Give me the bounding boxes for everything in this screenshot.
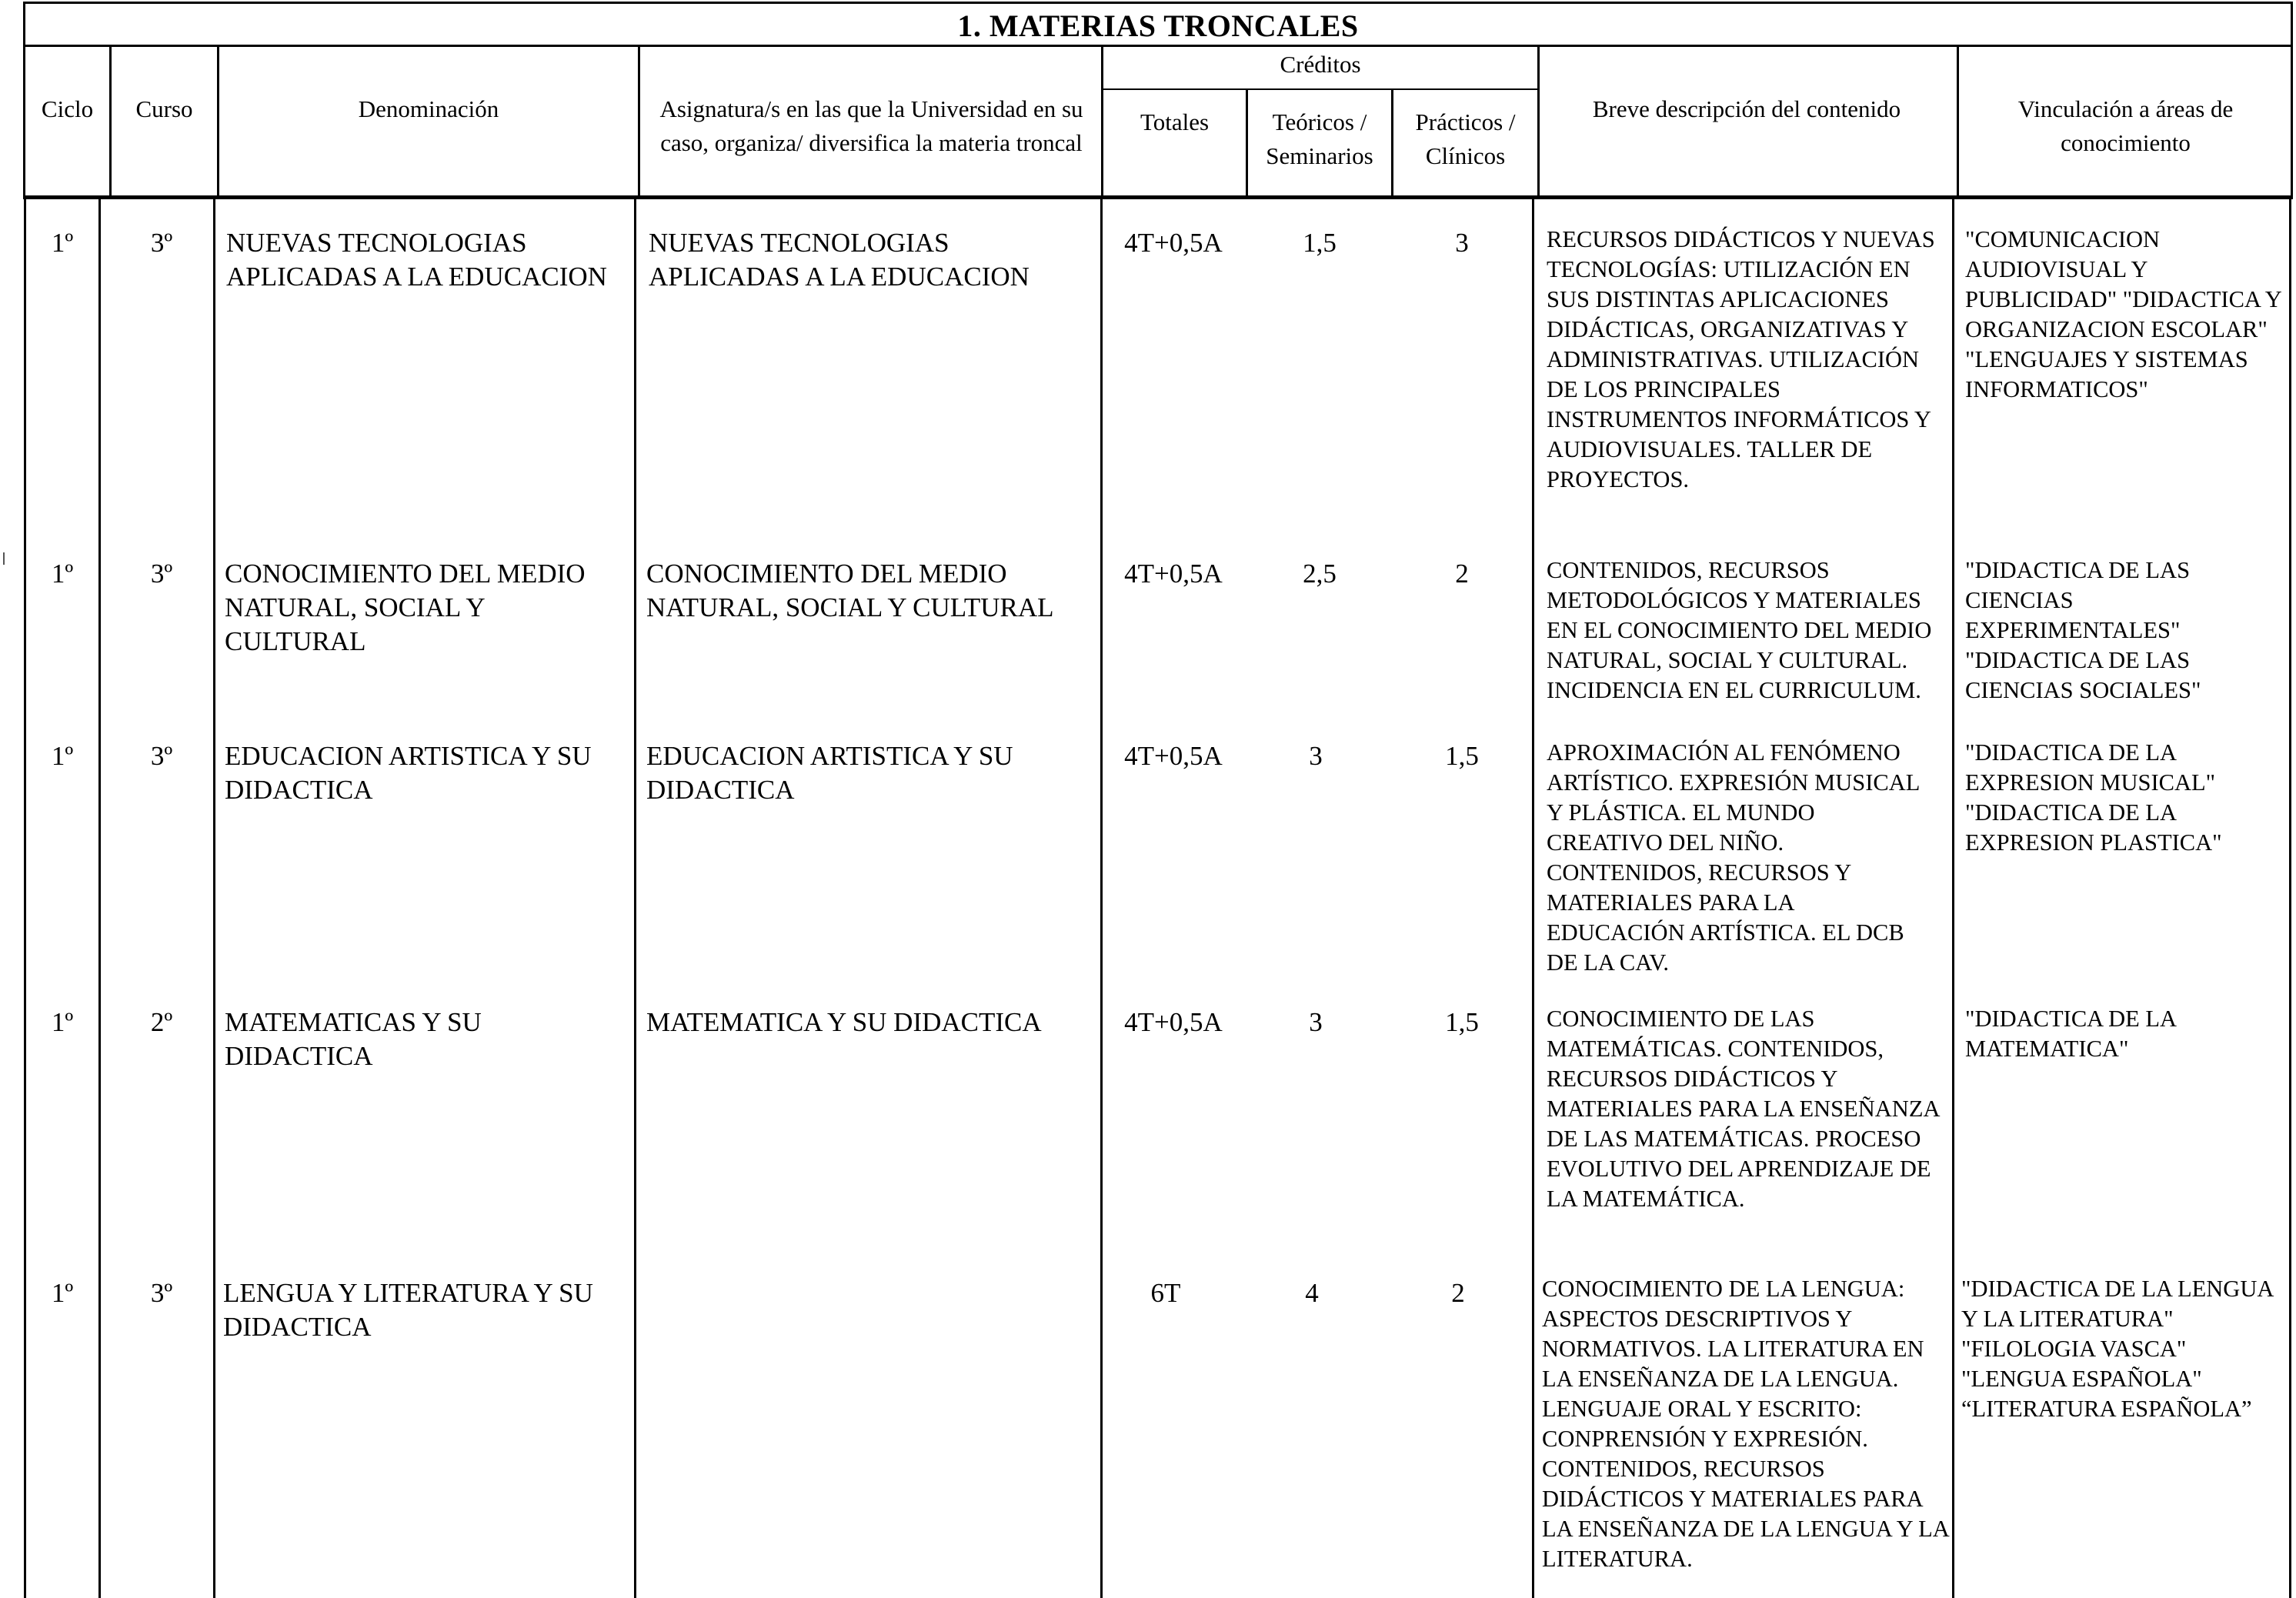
table-row-3-practicos: 1,5 bbox=[1445, 741, 1479, 771]
table-row-3-descripcion: APROXIMACIÓN AL FENÓMENO ARTÍSTICO. EXPRESIÓN MUSICAL Y PLÁSTICA. EL MUNDO CREATIVO DEL NIÑO. CONTENIDOS, RECURSOS Y MATERIALES PARA LA EDUCACIÓN ARTÍSTICA. EL DCB DE LA CAV. bbox=[1547, 739, 1920, 976]
header-vinculacion: Vinculación a áreas de conocimiento bbox=[2017, 95, 2234, 156]
body-col-line-3 bbox=[634, 198, 636, 1598]
body-col-line-5 bbox=[1532, 198, 1534, 1598]
header-practicos: Prácticos / Clínicos bbox=[1415, 108, 1516, 169]
table-row-5-teoricos: 4 bbox=[1305, 1278, 1319, 1308]
header-ciclo: Ciclo bbox=[41, 95, 94, 122]
table-row-3-asignatura: EDUCACION ARTISTICA Y SU DIDACTICA bbox=[646, 741, 1013, 805]
body-col-line-2 bbox=[213, 198, 215, 1598]
table-row-1-teoricos: 1,5 bbox=[1303, 228, 1337, 258]
header-teoricos: Teóricos / Seminarios bbox=[1266, 108, 1373, 169]
table-row-3-teoricos: 3 bbox=[1309, 741, 1323, 771]
col-sep-7 bbox=[1537, 45, 1540, 197]
table-row-1-curso: 3º bbox=[150, 228, 173, 258]
table-row-1-descripcion: RECURSOS DIDÁCTICOS Y NUEVAS TECNOLOGÍAS: UTILIZACIÓN EN SUS DISTINTAS APLICACIONES DIDÁCTICAS, ORGANIZATIVAS Y ADMINISTRATIVAS. UTILIZACIÓN DE LOS PRINCIPALES INSTRUMENTOS INFORMÁTICOS Y AUDIOVISUALES. TALLER DE PROYECTOS. bbox=[1547, 226, 1935, 492]
table-row-1-totales: 4T+0,5A bbox=[1124, 228, 1223, 258]
table-row-3-totales: 4T+0,5A bbox=[1124, 741, 1223, 771]
table-row-4-ciclo: 1º bbox=[51, 1007, 74, 1037]
table-row-5-ciclo: 1º bbox=[51, 1278, 74, 1308]
table-row-2-denominacion: CONOCIMIENTO DEL MEDIO NATURAL, SOCIAL Y CULTURAL bbox=[225, 559, 586, 656]
table-row-2-asignatura: CONOCIMIENTO DEL MEDIO NATURAL, SOCIAL Y CULTURAL bbox=[646, 559, 1054, 622]
table-row-5-denominacion: LENGUA Y LITERATURA Y SU DIDACTICA bbox=[223, 1278, 593, 1342]
header-creditos: Créditos bbox=[1280, 51, 1361, 78]
table-row-5-practicos: 2 bbox=[1451, 1278, 1465, 1308]
body-col-line-1 bbox=[98, 198, 101, 1598]
table-row-4-totales: 4T+0,5A bbox=[1124, 1007, 1223, 1037]
table-row-5-vinculacion: "DIDACTICA DE LA LENGUA Y LA LITERATURA" "FILOLOGIA VASCA" "LENGUA ESPAÑOLA" “LITERATURA ESPAÑOLA” bbox=[1961, 1276, 2273, 1422]
body-col-line-4 bbox=[1100, 198, 1103, 1598]
col-sep-3 bbox=[638, 45, 640, 197]
table-row-4-teoricos: 3 bbox=[1309, 1007, 1323, 1037]
table-row-2-ciclo: 1º bbox=[51, 559, 74, 589]
col-sep-8 bbox=[1957, 45, 1959, 197]
table-row-2-vinculacion: "DIDACTICA DE LAS CIENCIAS EXPERIMENTALES" "DIDACTICA DE LAS CIENCIAS SOCIALES" bbox=[1965, 557, 2201, 703]
table-row-4-asignatura: MATEMATICA Y SU DIDACTICA bbox=[646, 1007, 1042, 1037]
table-row-4-curso: 2º bbox=[150, 1007, 173, 1037]
table-row-1-ciclo: 1º bbox=[51, 228, 74, 258]
table-row-3-curso: 3º bbox=[150, 741, 173, 771]
table-row-5-totales: 6T bbox=[1150, 1278, 1181, 1308]
header-descripcion: Breve descripción del contenido bbox=[1592, 95, 1901, 122]
table-row-2-teoricos: 2,5 bbox=[1303, 559, 1337, 589]
table-row-2-totales: 4T+0,5A bbox=[1124, 559, 1223, 589]
header-asignatura: Asignatura/s en las que la Universidad en su caso, organiza/ diversifica la materia troncal bbox=[659, 95, 1083, 156]
table-row-5-descripcion: CONOCIMIENTO DE LA LENGUA: ASPECTOS DESCRIPTIVOS Y NORMATIVOS. LA LITERATURA EN LA ENSEÑANZA DE LA LENGUA. LENGUAJE ORAL Y ESCRITO: CONPRENSIÓN Y EXPRESIÓN. CONTENIDOS, RECURSOS DIDÁCTICOS Y MATERIALES PARA LA ENSEÑANZA DE LA LENGUA Y LA LITERATURA. bbox=[1542, 1276, 1949, 1572]
header-denominacion: Denominación bbox=[358, 95, 499, 122]
body-right-border bbox=[2289, 198, 2291, 1598]
header-curso: Curso bbox=[135, 95, 193, 122]
body-left-border bbox=[24, 198, 26, 1598]
table-top-border bbox=[23, 2, 2293, 4]
table-row-4-vinculacion: "DIDACTICA DE LA MATEMATICA" bbox=[1965, 1006, 2176, 1062]
table-row-2-curso: 3º bbox=[150, 559, 173, 589]
table-row-1-denominacion: NUEVAS TECNOLOGIAS APLICADAS A LA EDUCACION bbox=[226, 228, 607, 292]
header-totales: Totales bbox=[1140, 108, 1210, 135]
table-row-1-practicos: 3 bbox=[1455, 228, 1469, 258]
table-row-4-practicos: 1,5 bbox=[1445, 1007, 1479, 1037]
page-title: 1. MATERIAS TRONCALES bbox=[957, 8, 1359, 43]
table-row-3-vinculacion: "DIDACTICA DE LA EXPRESION MUSICAL" "DIDACTICA DE LA EXPRESION PLASTICA" bbox=[1965, 739, 2222, 856]
table-row-2-practicos: 2 bbox=[1455, 559, 1469, 589]
table-row-4-denominacion: MATEMATICAS Y SU DIDACTICA bbox=[225, 1007, 482, 1071]
table-row-1-vinculacion: "COMUNICACION AUDIOVISUAL Y PUBLICIDAD" "DIDACTICA Y ORGANIZACION ESCOLAR" "LENGUAJES Y SISTEMAS INFORMATICOS" bbox=[1965, 226, 2281, 402]
table-row-4-descripcion: CONOCIMIENTO DE LAS MATEMÁTICAS. CONTENIDOS, RECURSOS DIDÁCTICOS Y MATERIALES PARA LA ENSEÑANZA DE LAS MATEMÁTICAS. PROCESO EVOLUTIVO DEL APRENDIZAJE DE LA MATEMÁTICA. bbox=[1547, 1006, 1939, 1212]
table-row-2-descripcion: CONTENIDOS, RECURSOS METODOLÓGICOS Y MATERIALES EN EL CONOCIMIENTO DEL MEDIO NATURAL, SOCIAL Y CULTURAL. INCIDENCIA EN EL CURRICULUM. bbox=[1547, 557, 1932, 703]
body-col-line-6 bbox=[1952, 198, 1954, 1598]
table-row-5-curso: 3º bbox=[150, 1278, 173, 1308]
table-row-3-ciclo: 1º bbox=[51, 741, 74, 771]
table-row-3-denominacion: EDUCACION ARTISTICA Y SU DIDACTICA bbox=[225, 741, 592, 805]
scan-mark bbox=[3, 552, 5, 565]
creditos-divider bbox=[1102, 88, 1539, 90]
table-row-1-asignatura: NUEVAS TECNOLOGIAS APLICADAS A LA EDUCACION bbox=[649, 228, 1030, 292]
